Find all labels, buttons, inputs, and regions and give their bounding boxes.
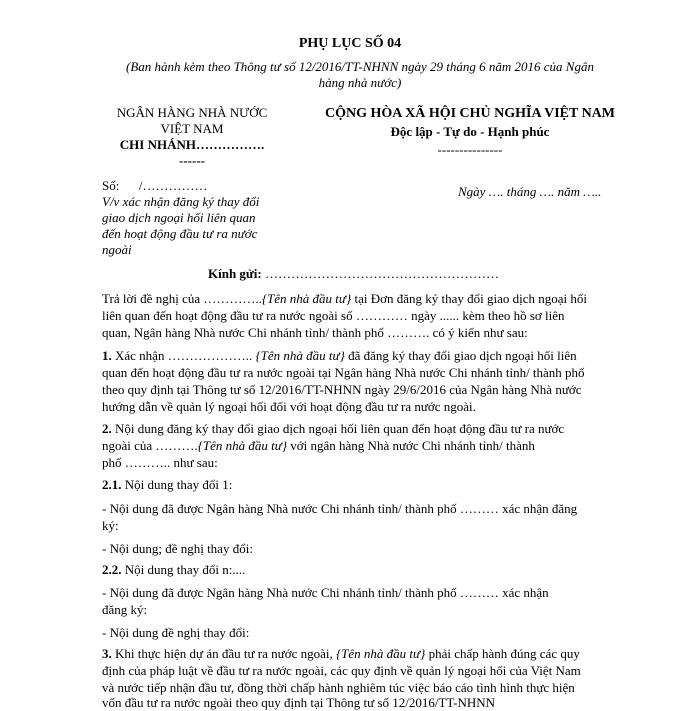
subsection-2-1-line: - Nội dung đã được Ngân hàng Nhà nước Chi nhánh tỉnh/ thành phố ……… xác nhận đăng: [102, 501, 578, 516]
text-run: Nội dung đăng ký thay đổi giao dịch ngoại hối liên quan đến hoạt động đầu tư ra nước: [111, 421, 565, 436]
org-separator: ------: [179, 153, 205, 168]
org-name-line: VIỆT NAM: [160, 121, 224, 136]
investor-placeholder: {Tên nhà đầu tư}: [261, 291, 352, 306]
document-date: Ngày …. tháng …. năm …..: [458, 184, 602, 199]
text-run: ngoài của ……….: [102, 438, 198, 453]
subsection-2-1-line: ký:: [102, 518, 119, 533]
section-3-line: [102, 645, 622, 662]
intro-line: quan, Ngân hàng Nhà nước Chi nhánh tỉnh/ thành phố ………. có ý kiến như sau:: [102, 325, 528, 340]
section-1-line: quan đến hoạt động đầu tư ra nước ngoài tại Ngân hàng Nhà nước Chi nhánh tỉnh/ thành phố: [102, 365, 585, 380]
subject-line: đến hoạt động đầu tư ra nước: [102, 226, 258, 241]
recipient-label: Kính gửi:: [208, 266, 262, 281]
section-3-line: và nước tiếp nhận đầu tư, đồng thời chấp hành nghiêm túc việc báo cáo tình hình thực hiện: [102, 680, 575, 695]
appendix-subtitle-line: (Ban hành kèm theo Thông tư số 12/2016/TT-NHNN ngày 29 tháng 6 năm 2016 của Ngân: [126, 59, 594, 74]
issuing-organization: [102, 105, 282, 169]
section-3-line: định của pháp luật về đầu tư ra nước ngoài, các quy định về quản lý ngoại hối của Việt Nam: [102, 663, 581, 678]
subsection-2-1-heading: [102, 476, 622, 493]
section-1-line: [102, 347, 622, 364]
section-2-line: [102, 420, 622, 437]
subsection-2-2-line: - Nội dung đã được Ngân hàng Nhà nước Chi nhánh tỉnh/ thành phố ……… xác nhận: [102, 585, 549, 600]
intro-line: [102, 290, 622, 307]
subsection-2-2-line: đăng ký:: [102, 602, 148, 617]
section-number: 1.: [102, 348, 112, 363]
section-1-line: hướng dẫn về quản lý ngoại hối đối với hoạt động đầu tư ra nước ngoài.: [102, 399, 476, 414]
section-3-line: vốn đầu tư ra nước ngoài theo quy định tại Thông tư số 12/2016/TT-NHNN: [102, 695, 496, 710]
section-2-line: phố ……….. như sau:: [102, 455, 218, 470]
appendix-title: PHỤ LỤC SỐ 04: [298, 36, 402, 51]
motto-separator: ---------------: [437, 142, 503, 157]
investor-placeholder: {Tên nhà đầu tư}: [197, 438, 288, 453]
subject-line: giao dịch ngoại hối liên quan: [102, 210, 256, 225]
recipient-value: ………………………………………………: [261, 266, 499, 281]
national-header: [290, 105, 650, 159]
section-number: 3.: [102, 646, 112, 661]
text-run: phải chấp hành đúng các quy: [425, 646, 580, 661]
section-number: 2.1.: [102, 477, 122, 492]
text-run: Trả lời đề nghị của …………..: [102, 291, 262, 306]
subsection-2-2-line: - Nội dung đề nghị thay đổi:: [102, 625, 250, 640]
intro-line: liên quan đến hoạt động đầu tư ra nước ngoài số ………… ngày ...... kèm theo hồ sơ liên: [102, 308, 565, 323]
appendix-subtitle: [90, 59, 630, 91]
text-run: Khi thực hiện dự án đầu tư ra nước ngoài,: [111, 646, 336, 661]
section-number: 2.2.: [102, 562, 122, 577]
subsection-2-1-line: - Nội dung; đề nghị thay đổi:: [102, 541, 253, 556]
branch-name: CHI NHÁNH…………….: [119, 137, 265, 152]
text-run: đã đăng ký thay đổi giao dịch ngoại hối liên: [344, 348, 577, 363]
text-run: tại Đơn đăng ký thay đổi giao dịch ngoại hối: [351, 291, 587, 306]
investor-placeholder: {Tên nhà đầu tư}: [255, 348, 345, 363]
document-number: Số: /……………: [102, 178, 208, 193]
nation-name: CỘNG HÒA XÃ HỘI CHỦ NGHĨA VIỆT NAM: [324, 106, 615, 121]
section-number: 2.: [102, 421, 112, 436]
text-run: Nội dung thay đổi n:....: [121, 562, 246, 577]
recipient-line: [208, 266, 499, 282]
section-2-line: [102, 437, 622, 454]
subject-line: V/v xác nhận đăng ký thay đổi: [102, 194, 260, 209]
document-subject: [102, 194, 302, 258]
section-1-line: theo quy định tại Thông tư số 12/2016/TT-NHNN ngày 29/6/2016 của Ngân hàng Nhà nước: [102, 382, 582, 397]
subsection-2-2-heading: [102, 561, 622, 578]
investor-placeholder: {Tên nhà đầu tư}: [335, 646, 426, 661]
org-name-line: NGÂN HÀNG NHÀ NƯỚC: [116, 105, 268, 120]
text-run: với ngân hàng Nhà nước Chi nhánh tỉnh/ thành: [287, 438, 535, 453]
text-run: Nội dung thay đổi 1:: [121, 477, 233, 492]
national-motto: Độc lập - Tự do - Hạnh phúc: [390, 124, 550, 139]
subject-line: ngoài: [102, 242, 132, 257]
appendix-subtitle-line: hàng nhà nước): [318, 75, 402, 90]
text-run: Xác nhận ………………..: [111, 348, 256, 363]
